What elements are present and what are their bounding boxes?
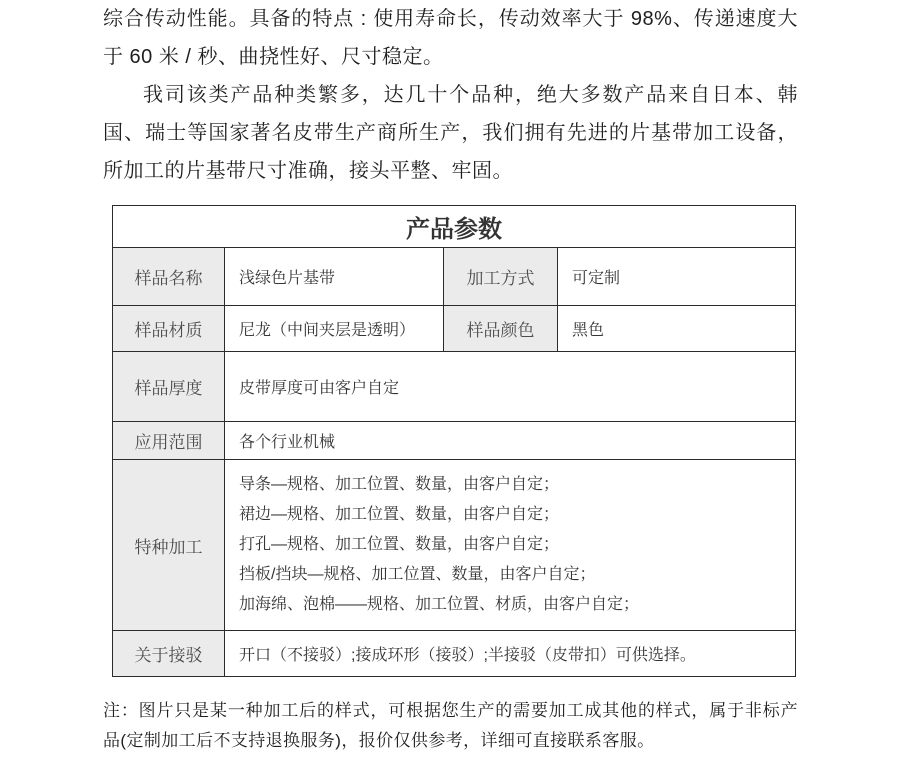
special-processing-line-baffle: 挡板/挡块—规格、加工位置、数量，由客户自定； xyxy=(239,566,596,583)
param-label-sample-material: 样品材质 xyxy=(113,306,225,352)
param-value-sample-thickness: 皮带厚度可由客户自定 xyxy=(225,352,796,422)
table-row-sample-name xyxy=(113,248,796,306)
param-label-special-processing: 特种加工 xyxy=(113,460,225,631)
special-processing-line-guide-strip: 导条—规格、加工位置、数量，由客户自定； xyxy=(239,476,560,493)
table-row-splicing xyxy=(113,631,796,677)
param-value-sample-material: 尼龙（中间夹层是透明） xyxy=(225,306,444,352)
table-row-sample-material xyxy=(113,306,796,352)
intro-paragraph-performance: 综合传动性能。具备的特点 : 使用寿命长，传动效率大于 98%、传递速度大于 60 米 / 秒、曲挠性好、尺寸稳定。 xyxy=(103,8,798,68)
product-params-table xyxy=(112,205,796,677)
table-title-row xyxy=(113,206,796,248)
param-label-sample-color: 样品颜色 xyxy=(444,306,558,352)
param-value-processing-method: 可定制 xyxy=(558,248,796,306)
intro-paragraph-company: 我司该类产品种类繁多，达几十个品种，绝大多数产品来自日本、韩国、瑞士等国家著名皮带生产商所生产，我们拥有先进的片基带加工设备，所加工的片基带尺寸准确，接头平整、牢固。 xyxy=(103,84,798,182)
special-processing-line-skirt: 裙边—规格、加工位置、数量，由客户自定； xyxy=(239,506,560,523)
footer-note: 注：图片只是某一种加工后的样式，可根据您生产的需要加工成其他的样式，属于非标产品(定制加工后不支持退换服务)，报价仅供参考，详细可直接联系客服。 xyxy=(103,701,798,750)
param-value-sample-name: 浅绿色片基带 xyxy=(225,248,444,306)
param-label-sample-name: 样品名称 xyxy=(113,248,225,306)
param-label-processing-method: 加工方式 xyxy=(444,248,558,306)
param-label-splicing: 关于接驳 xyxy=(113,631,225,677)
table-row-special-processing xyxy=(113,460,796,631)
param-label-sample-thickness: 样品厚度 xyxy=(113,352,225,422)
param-value-special-processing xyxy=(225,460,796,631)
table-row-application-scope xyxy=(113,422,796,460)
param-label-application-scope: 应用范围 xyxy=(113,422,225,460)
param-value-splicing: 开口（不接驳）;接成环形（接驳）;半接驳（皮带扣）可供选择。 xyxy=(225,631,796,677)
table-title: 产品参数 xyxy=(113,206,796,248)
special-processing-line-sponge: 加海绵、泡棉——规格、加工位置、材质，由客户自定； xyxy=(239,596,640,613)
param-value-application-scope: 各个行业机械 xyxy=(225,422,796,460)
page-content xyxy=(103,0,798,756)
table-row-sample-thickness xyxy=(113,352,796,422)
param-value-sample-color: 黑色 xyxy=(558,306,796,352)
special-processing-line-punching: 打孔—规格、加工位置、数量，由客户自定； xyxy=(239,536,560,553)
